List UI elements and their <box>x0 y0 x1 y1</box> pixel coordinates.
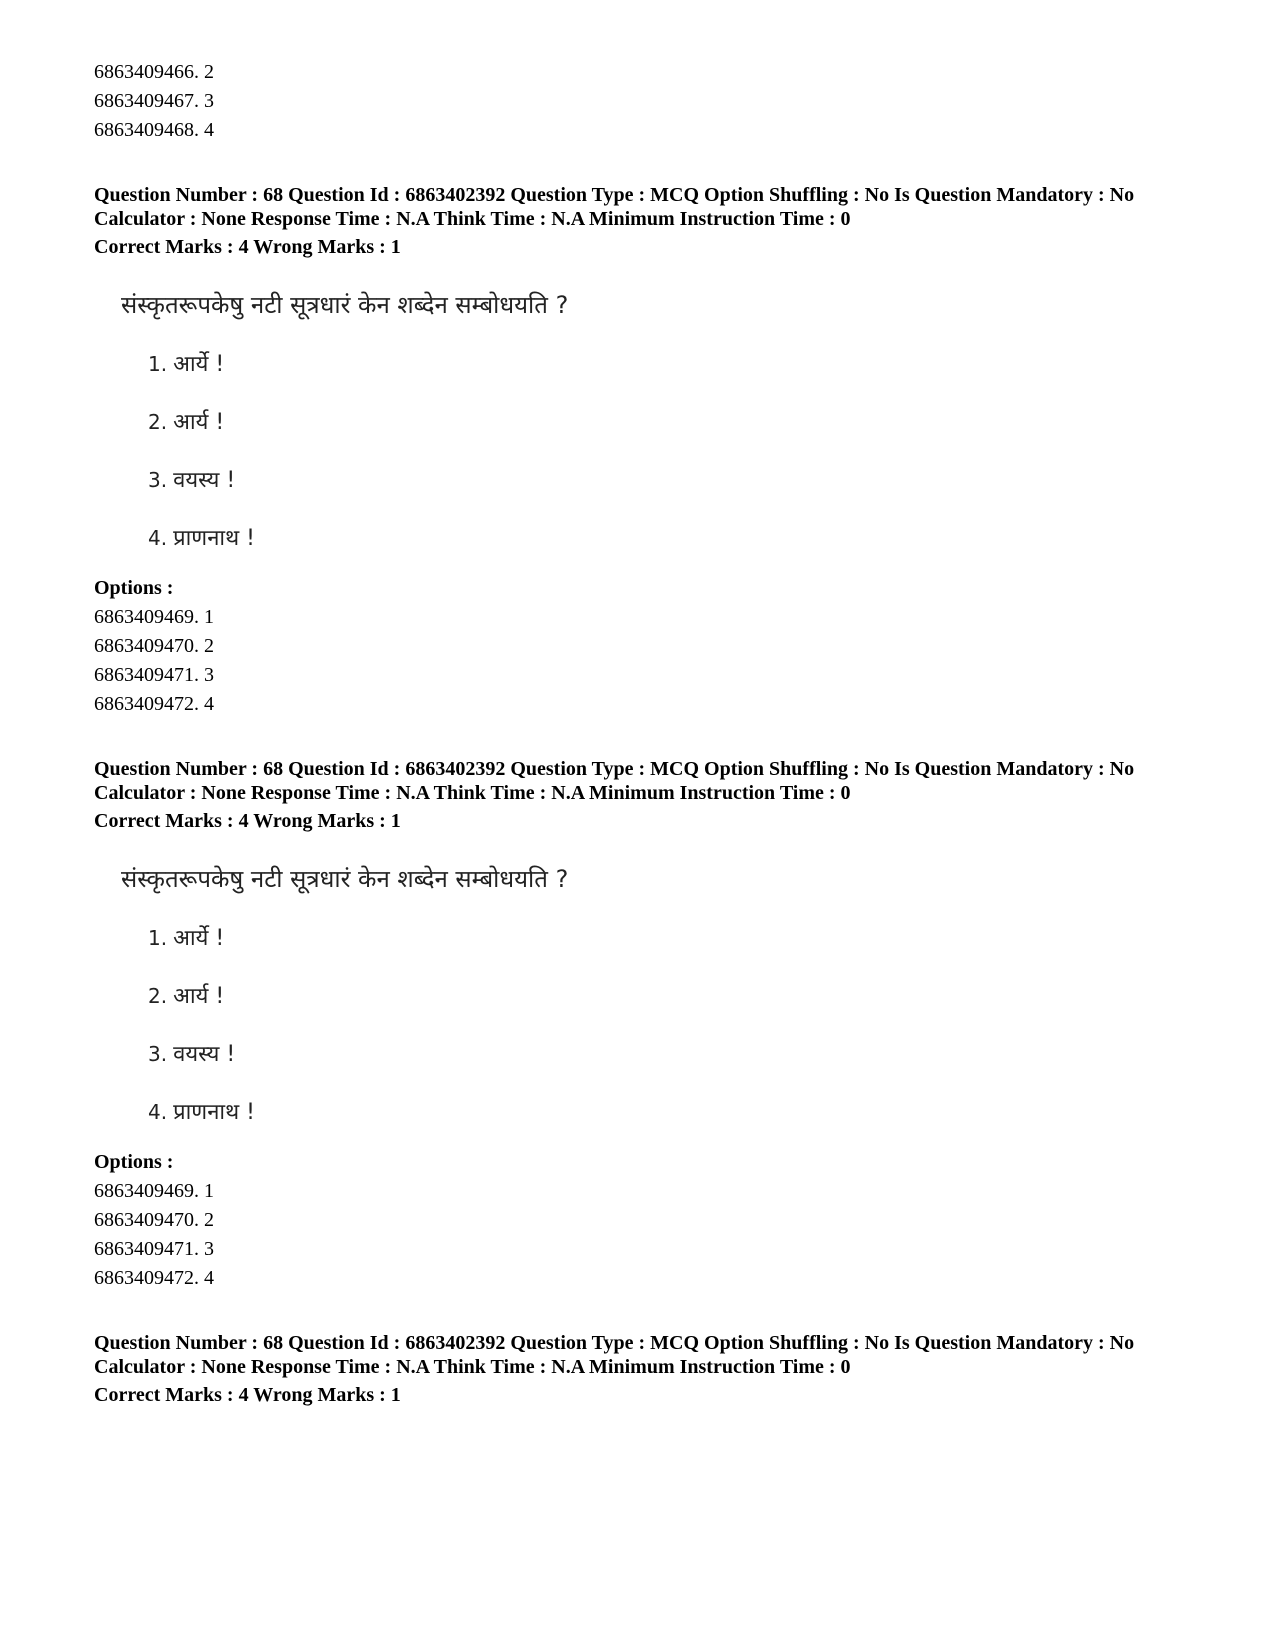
choice-number: 1. <box>148 352 168 376</box>
question-image <box>94 270 1204 568</box>
choice-text: प्राणनाथ ! <box>173 526 255 551</box>
question-meta: Question Number : 68 Question Id : 6863402392 Question Type : MCQ Option Shuffling : No Is Question Mandatory : No Calculator : None Response Time : N.A Think Time : N.A Minimum Instruction Time : 0 <box>94 1332 1135 1378</box>
question-image <box>94 844 1204 1142</box>
choice-text: आर्ये ! <box>173 926 225 951</box>
option-line: 6863409470. 2 <box>94 635 214 657</box>
question-text: संस्कृतरूपकेषु नटी सूत्रधारं केन शब्देन सम्बोधयति ? <box>121 291 569 319</box>
option-line: 6863409466. 2 <box>94 61 214 83</box>
option-line: 6863409471. 3 <box>94 664 214 686</box>
choice-item <box>148 522 255 552</box>
document-page <box>94 58 1204 1410</box>
choice-text: आर्य ! <box>173 984 225 1009</box>
choice-item <box>148 348 224 378</box>
choice-item <box>148 1096 255 1126</box>
choice-item <box>148 406 224 436</box>
option-line: 6863409470. 2 <box>94 1209 214 1231</box>
choice-item <box>148 980 224 1010</box>
choice-number: 2. <box>148 410 168 434</box>
question-block <box>94 757 1204 1293</box>
question-block <box>94 183 1204 719</box>
option-line: 6863409472. 4 <box>94 1267 214 1289</box>
choice-text: प्राणनाथ ! <box>173 1100 255 1125</box>
choice-text: वयस्य ! <box>173 1042 236 1067</box>
question-marks: Correct Marks : 4 Wrong Marks : 1 <box>94 810 401 832</box>
question-block <box>94 1331 1204 1410</box>
options-label: Options : <box>94 577 174 599</box>
question-meta: Question Number : 68 Question Id : 6863402392 Question Type : MCQ Option Shuffling : No Is Question Mandatory : No Calculator : None Response Time : N.A Think Time : N.A Minimum Instruction Time : 0 <box>94 184 1135 230</box>
choice-number: 3. <box>148 1042 168 1066</box>
options-label: Options : <box>94 1151 174 1173</box>
option-line: 6863409469. 1 <box>94 1180 214 1202</box>
choice-number: 4. <box>148 1100 168 1124</box>
choice-text: वयस्य ! <box>173 468 236 493</box>
question-marks: Correct Marks : 4 Wrong Marks : 1 <box>94 236 401 258</box>
previous-options-list <box>94 58 1204 145</box>
option-line: 6863409472. 4 <box>94 693 214 715</box>
option-line: 6863409471. 3 <box>94 1238 214 1260</box>
question-meta: Question Number : 68 Question Id : 6863402392 Question Type : MCQ Option Shuffling : No Is Question Mandatory : No Calculator : None Response Time : N.A Think Time : N.A Minimum Instruction Time : 0 <box>94 758 1135 804</box>
option-line: 6863409469. 1 <box>94 606 214 628</box>
choice-item <box>148 922 224 952</box>
choice-number: 2. <box>148 984 168 1008</box>
choice-number: 1. <box>148 926 168 950</box>
choice-number: 4. <box>148 526 168 550</box>
choice-text: आर्ये ! <box>173 352 225 377</box>
question-marks: Correct Marks : 4 Wrong Marks : 1 <box>94 1384 401 1406</box>
choice-item <box>148 464 235 494</box>
choice-item <box>148 1038 235 1068</box>
choice-text: आर्य ! <box>173 410 225 435</box>
question-text: संस्कृतरूपकेषु नटी सूत्रधारं केन शब्देन सम्बोधयति ? <box>121 865 569 893</box>
choice-number: 3. <box>148 468 168 492</box>
option-line: 6863409467. 3 <box>94 90 214 112</box>
option-line: 6863409468. 4 <box>94 119 214 141</box>
